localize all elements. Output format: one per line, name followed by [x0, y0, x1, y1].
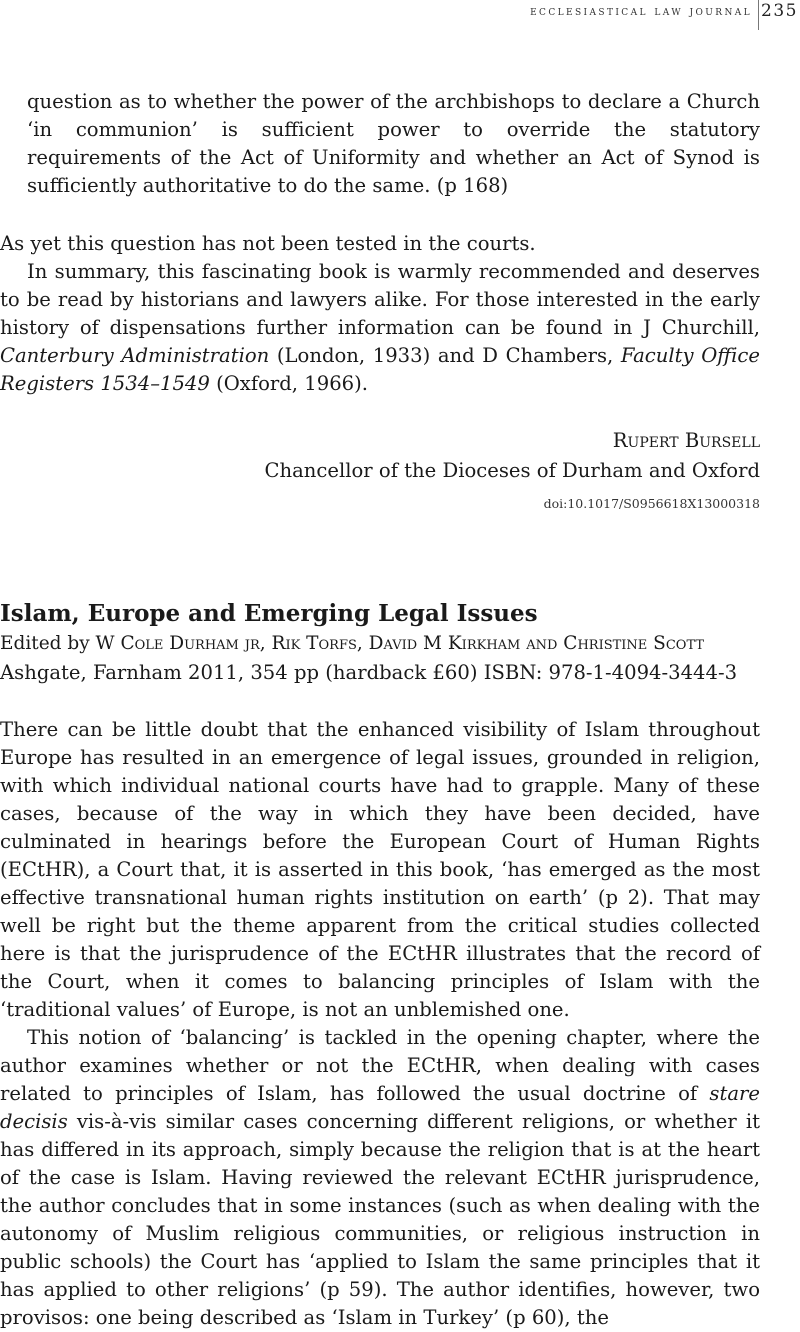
book-publication-details: Ashgate, Farnham 2011, 354 pp (hardback £60) ISBN: 978-1-4094-3444-3 — [0, 661, 738, 684]
paragraph: As yet this question has not been tested in the courts. — [0, 232, 536, 255]
reviewer-role: Chancellor of the Dioceses of Durham and Oxford — [264, 459, 760, 482]
previous-review-conclusion — [0, 230, 760, 398]
reviewer-name: Rupert Bursell — [612, 429, 760, 452]
book-editors: Edited by W Cole Durham jr, Rik Torfs, David M Kirkham and Christine Scott — [0, 633, 705, 654]
doi-link[interactable]: doi:10.1017/S0956618X13000318 — [543, 496, 760, 511]
paragraph: In summary, this fascinating book is warmly recommended and deserves to be read by historians and lawyers alike. For those interested in the early history of dispensations further information can be found in J Churchill, Canterbury Administration (London, 1933) and D Chambers, Faculty Office Registers 1534–1549 (Oxford, 1966). — [0, 260, 760, 395]
running-header — [0, 0, 800, 30]
block-quote — [27, 88, 760, 200]
page-number: 235 — [761, 1, 798, 21]
paragraph: There can be little doubt that the enhanced visibility of Islam throughout Europe has resulted in an emergence of legal issues, grounded in religion, with which individual national courts have had to grapple. Many of these cases, because of the way in which they have been decided, have culminated in hearings before the European Court of Human Rights (ECtHR), a Court that, it is asserted in this book, ‘has emerged as the most effective transnational human rights institution on earth’ (p 2). That may well be right but the theme apparent from the critical studies collected here is that the jurisprudence of the ECtHR illustrates that the record of the Court, when it comes to balancing principles of Islam with the ‘traditional values’ of Europe, is not an unblemished one. — [0, 718, 760, 1021]
header-divider — [758, 0, 759, 30]
cited-title: Faculty Office Registers 1534–1549 — [0, 344, 760, 395]
journal-title: ecclesiastical law journal — [530, 4, 752, 19]
paragraph: This notion of ‘balancing’ is tackled in the opening chapter, where the author examines whether or not the ECtHR, when dealing with cases related to principles of Islam, has followed the usual doctrine of stare decisis vis-à-vis similar cases concerning different religions, or whether it has differed in its approach, simply because the religion that is at the heart of the case is Islam. Having reviewed the relevant ECtHR jurisprudence, the author concludes that in some instances (such as when dealing with the autonomy of Muslim religious communities, or religious instruction in public schools) the Court has ‘applied to Islam the same principles that it has applied to other religions’ (p 59). The author identifies, however, two provisos: one being described as ‘Islam in Turkey’ (p 60), the — [0, 1026, 760, 1329]
editor-names: W Cole Durham jr, Rik Torfs, David M Kirkham and Christine Scott — [95, 633, 705, 654]
review-body — [0, 716, 760, 1332]
cited-title: Canterbury Administration — [0, 344, 270, 367]
latin-term: stare decisis — [0, 1082, 760, 1133]
block-quote-text: question as to whether the power of the archbishops to declare a Church ‘in communion’ is sufficient power to override the statutory requirements of the Act of Uniformity and whether an Act of Synod is sufficiently authoritative to do the same. (p 168) — [27, 90, 760, 197]
book-title: Islam, Europe and Emerging Legal Issues — [0, 600, 538, 627]
